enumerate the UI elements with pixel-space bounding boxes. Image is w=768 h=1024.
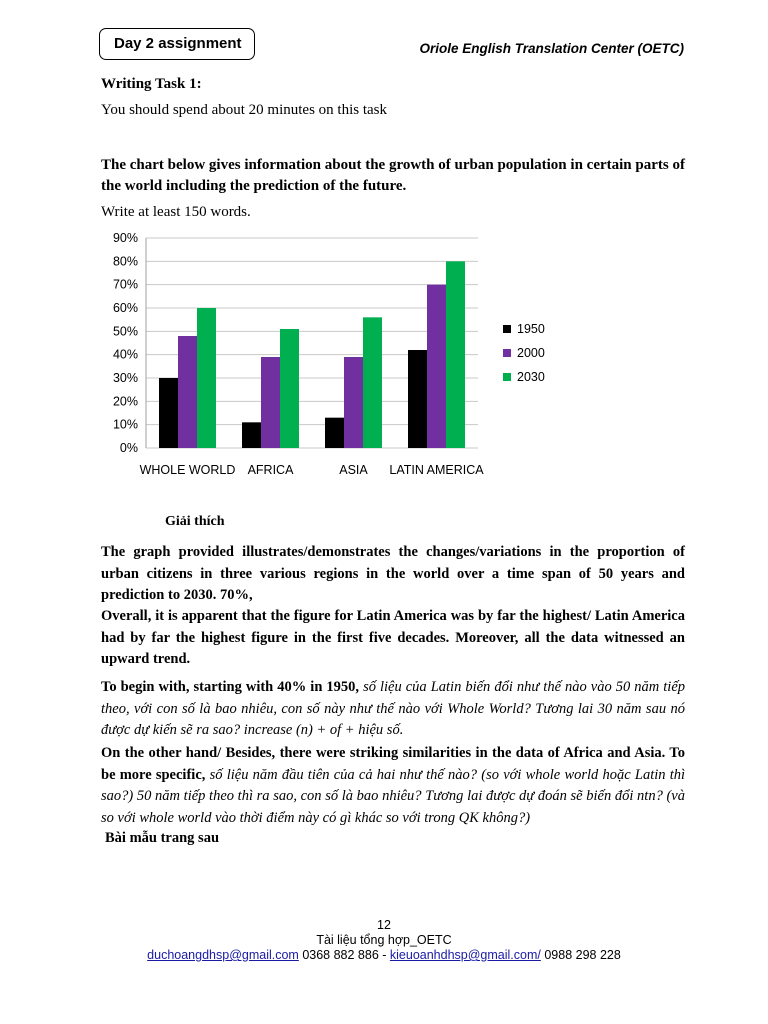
footer-doc-line: Tài liệu tổng hợp_OETC xyxy=(316,933,452,947)
x-tick-label: WHOLE WORLD xyxy=(139,463,236,477)
x-tick-label: LATIN AMERICA xyxy=(389,463,484,477)
y-tick-label: 0% xyxy=(119,441,138,455)
bar-1950 xyxy=(325,418,344,448)
phone-2: 0988 298 228 xyxy=(540,948,621,962)
y-tick-label: 10% xyxy=(112,417,138,432)
y-tick-label: 60% xyxy=(112,301,138,315)
y-tick-label: 50% xyxy=(112,324,138,339)
explanation-heading: Giải thích xyxy=(165,514,225,529)
email-link-2[interactable]: kieuoanhdhsp@gmail.com/ xyxy=(389,948,541,962)
bar-2030 xyxy=(446,261,465,448)
bar-2030 xyxy=(363,317,382,448)
explanation-paragraph-2: Overall, it is apparent that the figure for Latin America was by far the highest/ Latin America had by far the highest figure in the first five decades. Moreover, all the data witnessed an upward trend. xyxy=(101,608,685,667)
x-tick-label: AFRICA xyxy=(247,463,294,477)
page-footer xyxy=(0,918,768,963)
legend-label-1950: 1950 xyxy=(517,322,545,336)
paragraph-4-bold: On the other hand/ Besides, there were striking similarities in the data of Africa and Asia. To be more specific, xyxy=(101,745,685,783)
assignment-label: Day 2 assignment xyxy=(99,28,255,60)
footer-contacts xyxy=(0,948,768,963)
x-axis-ticks xyxy=(140,463,485,477)
task-time-note: You should spend about 20 minutes on this task xyxy=(101,102,387,118)
y-tick-label: 90% xyxy=(112,231,138,245)
bar-2030 xyxy=(197,308,216,448)
center-name: Oriole English Translation Center (OETC) xyxy=(419,41,684,56)
page-number: 12 xyxy=(377,918,391,932)
phone-1: 0368 882 886 - xyxy=(298,948,390,962)
legend-swatch-2030 xyxy=(503,373,511,381)
paragraph-3-bold: To begin with, starting with 40% in 1950, xyxy=(101,679,360,695)
y-tick-label: 80% xyxy=(112,254,138,269)
email-link-1[interactable]: duchoangdhsp@gmail.com xyxy=(147,948,299,962)
y-axis-ticks xyxy=(113,231,138,455)
legend-label-2030: 2030 xyxy=(517,370,545,384)
bar-2000 xyxy=(261,357,280,448)
bar-1950 xyxy=(408,350,427,448)
explanation-paragraph-4 xyxy=(101,743,685,829)
x-tick-label: ASIA xyxy=(339,463,368,477)
legend-swatch-2000 xyxy=(503,349,511,357)
bar-2000 xyxy=(178,336,197,448)
bar-2000 xyxy=(344,357,363,448)
explanation-paragraph-3 xyxy=(101,677,685,742)
explanation-paragraph-1: The graph provided illustrates/demonstrates the changes/variations in the proportion of urban citizens in three various regions in the world over a time span of 50 years and prediction to 2030. 70%, xyxy=(101,544,685,603)
sample-note: Bài mẫu trang sau xyxy=(105,830,220,846)
paragraph-3-italic: số liệu của Latin biến đổi như thế nào vào 50 năm tiếp theo, với con số là bao nhiêu, con số này như thế nào với Whole World? Tương lai 30 năm sau nó được dự kiến sẽ ra sao? increase (n) + of + hiệu số. xyxy=(101,679,686,738)
bar-1950 xyxy=(159,378,178,448)
y-tick-label: 70% xyxy=(112,277,138,292)
bar-2030 xyxy=(280,329,299,448)
y-tick-label: 40% xyxy=(112,347,138,362)
task-prompt: The chart below gives information about the growth of urban population in certain parts of the world including the prediction of the future. xyxy=(101,157,685,194)
paragraph-4-italic: số liệu năm đầu tiên của cả hai như thế nào? (so với whole world hoặc Latin thì sao?) 50 năm tiếp theo thì ra sao, con số là bao nhiêu? Tương lai được dự đoán sẽ biến đổi ntn? (và so với whole world vào thời điểm này có gì khác so với trong QK không?) xyxy=(101,766,686,826)
task-title: Writing Task 1: xyxy=(101,76,202,92)
legend-swatch-1950 xyxy=(503,325,511,333)
bar-1950 xyxy=(242,422,261,448)
word-count-note: Write at least 150 words. xyxy=(101,204,251,220)
y-tick-label: 30% xyxy=(112,371,138,385)
y-tick-label: 20% xyxy=(112,394,138,409)
bar-2000 xyxy=(427,285,446,448)
chart-legend xyxy=(503,322,545,384)
legend-label-2000: 2000 xyxy=(517,346,545,360)
urban-population-chart xyxy=(96,226,545,484)
